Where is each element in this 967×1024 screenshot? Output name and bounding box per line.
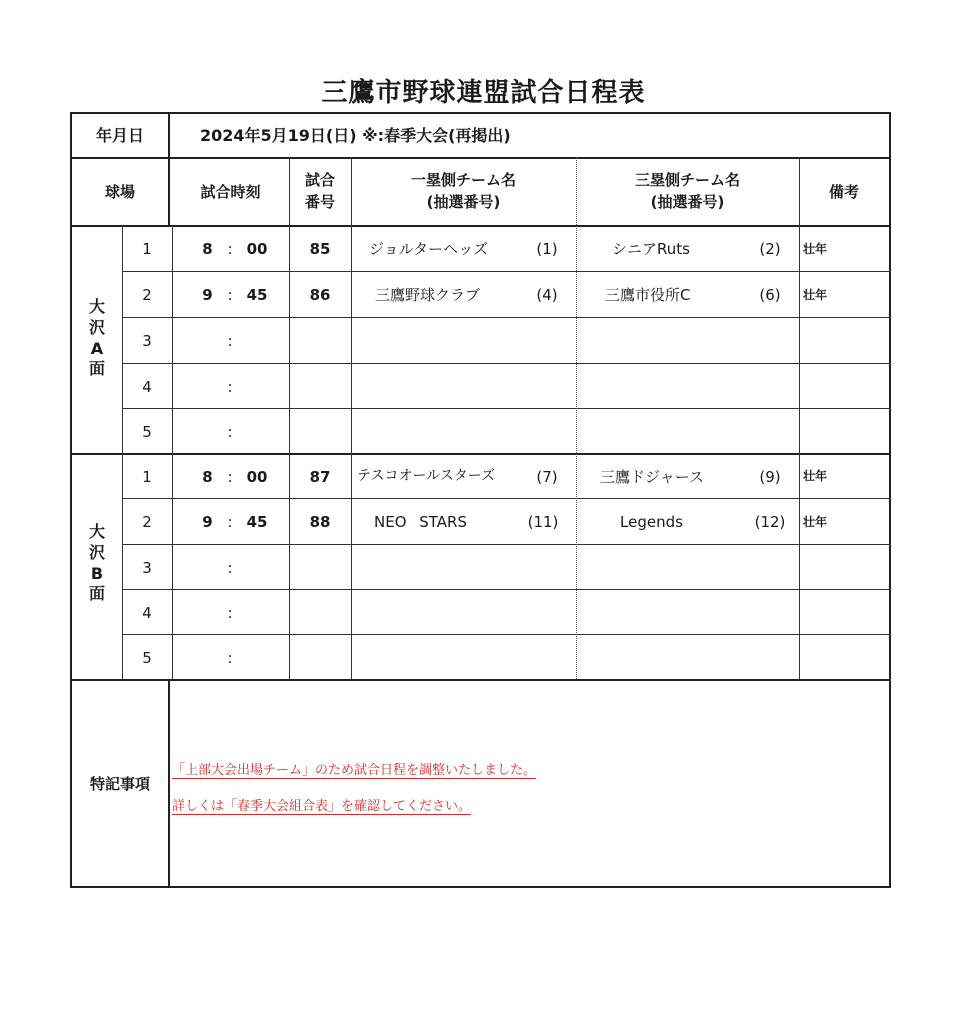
row-number: 2 — [142, 513, 152, 531]
table-row — [0, 410, 967, 453]
time-minute: 00 — [246, 467, 268, 486]
header-team3-draw: (抽選番号) — [650, 193, 725, 211]
remark: 壮年 — [803, 241, 828, 256]
field-name-char: 大 — [88, 522, 105, 541]
team3-name: 三鷹市役所C — [605, 286, 691, 304]
time-hour: 9 — [202, 286, 213, 304]
team3-name: 三鷹ドジャース — [600, 467, 704, 486]
divider — [122, 589, 891, 590]
divider — [122, 544, 891, 545]
field-name-char: 大 — [88, 297, 105, 316]
divider — [122, 317, 891, 318]
row-number: 4 — [142, 603, 152, 622]
divider — [70, 679, 891, 681]
table-row — [0, 227, 967, 271]
team1-draw: (1) — [536, 240, 558, 258]
time-separator: : — [227, 377, 233, 396]
team1-draw: (7) — [536, 467, 558, 486]
date-value: 2024年5月19日(日) ※:春季大会(再掲出) — [200, 125, 511, 145]
header-team1-draw: (抽選番号) — [426, 193, 501, 211]
remark: 壮年 — [803, 514, 828, 529]
table-row — [0, 455, 967, 498]
team3-name: シニアRuts — [612, 240, 690, 258]
time-minute: 00 — [246, 240, 268, 258]
divider — [122, 363, 891, 364]
row-number: 5 — [142, 648, 152, 667]
time-minute: 45 — [246, 513, 268, 531]
table-row — [0, 500, 967, 544]
divider — [122, 634, 891, 635]
team1-name: ジョルターヘッズ — [369, 240, 489, 258]
field-name-char: 沢 — [88, 317, 105, 337]
field-name-char: 面 — [88, 359, 105, 379]
field-name-char: 沢 — [88, 542, 105, 562]
game-number: 86 — [309, 286, 331, 304]
row-number: 5 — [142, 422, 152, 441]
table-row — [0, 319, 967, 363]
team3-name: Legends — [620, 513, 683, 531]
divider — [122, 498, 891, 499]
time-separator: : — [227, 467, 233, 486]
note-line: 「上部大会出場チーム」のため試合日程を調整いたしました。 — [172, 759, 536, 779]
row-number: 4 — [142, 377, 152, 396]
field-name-char: B — [90, 563, 104, 583]
page-title: 三鷹市野球連盟試合日程表 — [321, 78, 646, 108]
time-separator: : — [227, 603, 233, 622]
team1-name: 三鷹野球クラブ — [375, 286, 481, 304]
table-row — [0, 591, 967, 634]
field-name-char: 面 — [88, 584, 105, 604]
time-separator: : — [227, 332, 233, 350]
header-field: 球場 — [104, 183, 135, 201]
header-game-no: 試合 — [304, 171, 335, 189]
field-name-char: A — [90, 338, 104, 358]
row-number: 3 — [142, 558, 152, 577]
table-row — [0, 546, 967, 589]
divider — [122, 271, 891, 272]
time-hour: 8 — [202, 467, 213, 486]
header-team3: 三塁側チーム名 — [634, 171, 740, 189]
remark: 壮年 — [803, 287, 828, 302]
team1-name: NEO STARS — [374, 513, 467, 531]
time-separator: : — [227, 558, 233, 577]
game-number: 85 — [309, 240, 331, 258]
row-number: 1 — [142, 467, 152, 486]
team3-draw: (12) — [754, 513, 786, 531]
row-number: 2 — [142, 286, 152, 304]
table-row — [0, 636, 967, 679]
team3-draw: (2) — [759, 240, 781, 258]
remark: 壮年 — [803, 469, 828, 484]
header-game-no: 番号 — [304, 193, 335, 211]
time-separator: : — [227, 513, 233, 531]
row-number: 1 — [142, 240, 152, 258]
time-separator: : — [227, 286, 233, 304]
divider — [168, 112, 170, 225]
table-row — [0, 365, 967, 408]
time-separator: : — [227, 422, 233, 441]
team1-draw: (11) — [527, 513, 559, 531]
table-row — [0, 273, 967, 317]
divider — [168, 679, 170, 888]
note-line: 詳しくは「春季大会組合表」を確認してください。 — [172, 795, 471, 815]
game-number: 87 — [309, 467, 331, 486]
header-time: 試合時刻 — [200, 183, 261, 201]
notes-label: 特記事項 — [89, 774, 150, 793]
team1-name: テスコオールスターズ — [357, 468, 496, 485]
row-number: 3 — [142, 332, 152, 350]
team1-draw: (4) — [536, 286, 558, 304]
team3-draw: (6) — [759, 286, 781, 304]
game-number: 88 — [309, 513, 331, 531]
divider — [122, 408, 891, 409]
time-hour: 9 — [202, 513, 213, 531]
time-separator: : — [227, 648, 233, 667]
time-hour: 8 — [202, 240, 213, 258]
team3-draw: (9) — [759, 467, 781, 486]
header-team1: 一塁側チーム名 — [410, 171, 516, 189]
time-minute: 45 — [246, 286, 268, 304]
date-label: 年月日 — [95, 125, 144, 145]
time-separator: : — [227, 240, 233, 258]
header-remarks: 備考 — [828, 183, 859, 201]
